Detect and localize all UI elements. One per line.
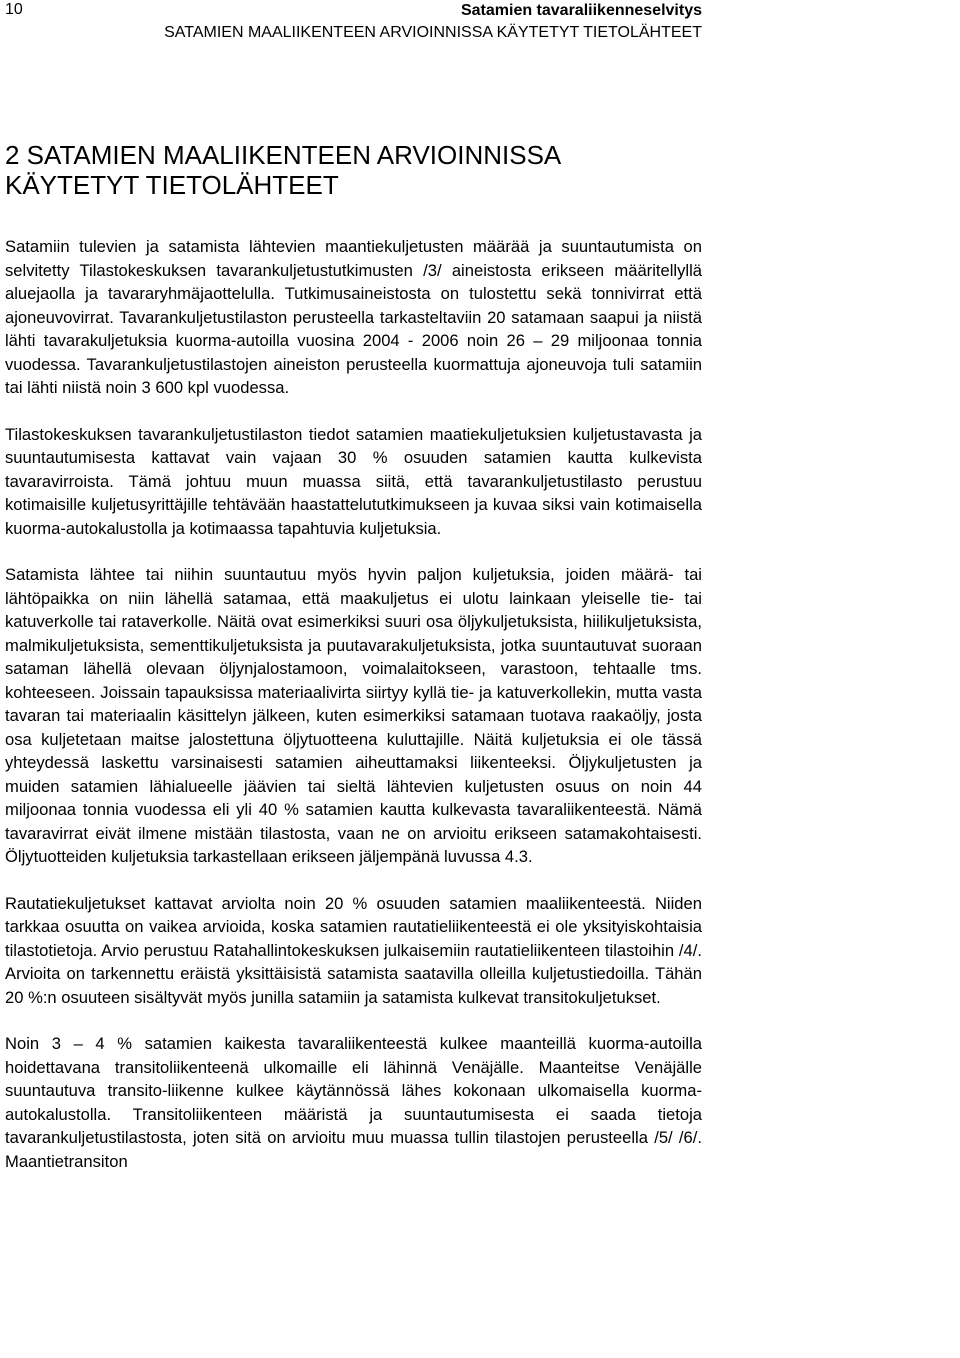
paragraph-2: Tilastokeskuksen tavarankuljetustilaston tiedot satamien maatiekuljetuksien kuljetustavasta ja suuntautumisesta kattavat vain vajaan 30 % osuuden satamien kautta kulkevista tavaravirroista. Tämä johtuu muun muassa siitä, että tavarankuljetustilasto perustuu kotimaisille kuljetusyrittäjille tehtävään haastattelututkimukseen ja kuvaa siksi vain kotimaisella kuorma-autokalustolla ja kotimaassa tapahtuvia kuljetuksia. bbox=[5, 424, 702, 538]
header-title: Satamien tavaraliikenneselvitys bbox=[460, 2, 702, 19]
paragraph-4: Rautatiekuljetukset kattavat arviolta noin 20 % osuuden satamien maaliikenteestä. Niiden tarkkaa osuutta on vaikea arvioida, koska satamien rautatieliikenteestä ei ole yksityiskohtaisia tilastotietoja. Arvio perustuu Ratahallintokeskuksen julkaisemiin rautatieliikenteen tilastoihin /4/. Arvioita on tarkennettu eräistä yksittäisistä satamista saatavilla olleilla kuljetustiedoilla. Tähän 20 %:n osuuteen sisältyvät myös junilla satamiin ja satamista kulkevat transitokuljetukset. bbox=[5, 893, 702, 1007]
section-heading-line-1: 2 SATAMIEN MAALIIKENTEEN ARVIOINNISSA bbox=[5, 140, 562, 170]
running-header bbox=[2, 0, 702, 44]
header-subtitle: SATAMIEN MAALIIKENTEEN ARVIOINNISSA KÄYTETYT TIETOLÄHTEET bbox=[164, 24, 702, 41]
paragraph-1: Satamiin tulevien ja satamista lähtevien maantiekuljetusten määrää ja suuntautumista on selvitetty Tilastokeskuksen tavarankuljetustutkimusten /3/ aineistosta erikseen määritellyllä aluejaolla ja tavararyhmäjaottelulla. Tutkimusaineistosta on tulostettu sekä tonnivirrat että ajoneuvovirrat. Tavarankuljetustilaston perusteella tarkasteltaviin 20 satamaan saapui ja niistä lähti tavarakuljetuksia kuorma-autoilla vuosina 2004 - 2006 noin 26 – 29 miljoonaa tonnia vuodessa. Tavarankuljetustilastojen aineiston perusteella kuormattuja ajoneuvoja tuli satamiin tai lähti niistä noin 3 600 kpl vuodessa. bbox=[5, 237, 702, 397]
page-body bbox=[5, 140, 702, 1173]
page-number: 10 bbox=[5, 1, 23, 18]
section-heading bbox=[5, 140, 702, 200]
paragraph-3: Satamista lähtee tai niihin suuntautuu myös hyvin paljon kuljetuksia, joiden määrä- tai lähtöpaikka on niin lähellä satamaa, että maakuljetus ei ulotu lainkaan yleiselle tie- tai katuverkolle tai rataverkolle. Näitä ovat esimerkiksi suuri osa öljykuljetuksista, hiilikuljetuksista, malmikuljetuksista, sementtikuljetuksista ja puutavarakuljetuksista, jotka suuntautuvat suoraan sataman lähellä olevaan öljynjalostamoon, voimalaitokseen, varastoon, tehtaalle tms. kohteeseen. Joissain tapauksissa materiaalivirta siirtyy kyllä tie- ja katuverkollekin, mutta vasta tavaran tai materiaalin käsittelyn jälkeen, kuten esimerkiksi satamaan tuotava raakaöljy, josta osa kuljetetaan maitse jalostettuna öljytuotteena kuluttajille. Näitä kuljetuksia ei ole tässä yhteydessä laskettu varsinaisesti satamien aiheuttamaksi liikenteeksi. Öljykuljetusten ja muiden satamien lähialueelle jäävien tai sieltä lähtevien kuljetusten osuus on noin 44 miljoonaa tonnia vuodessa eli yli 40 % satamien kautta kulkevasta tavaraliikenteestä. Nämä tavaravirrat eivät ilmene mistään tilastosta, vaan ne on arvioitu erikseen satamakohtaisesti. Öljytuotteiden kuljetuksia tarkastellaan erikseen jäljempänä luvussa 4.3. bbox=[5, 565, 702, 866]
paragraph-5: Noin 3 – 4 % satamien kaikesta tavaraliikenteestä kulkee maanteillä kuorma-autoilla hoidettavana transitoliikenteenä ulkomaille eli lähinnä Venäjälle. Maanteitse Venäjälle suuntautuva transito-liikenne kulkee käytännössä lähes kokonaan ulkomaisella kuorma-autokalustolla. Transitoliikenteen määristä ja suuntautumisesta ei saada tietoja tavarankuljetustilastosta, joten sitä on arvioitu muu muassa tullin tilastojen perusteella /5/ /6/. Maantietransiton bbox=[5, 1034, 702, 1171]
section-heading-line-2: KÄYTETYT TIETOLÄHTEET bbox=[5, 170, 339, 200]
